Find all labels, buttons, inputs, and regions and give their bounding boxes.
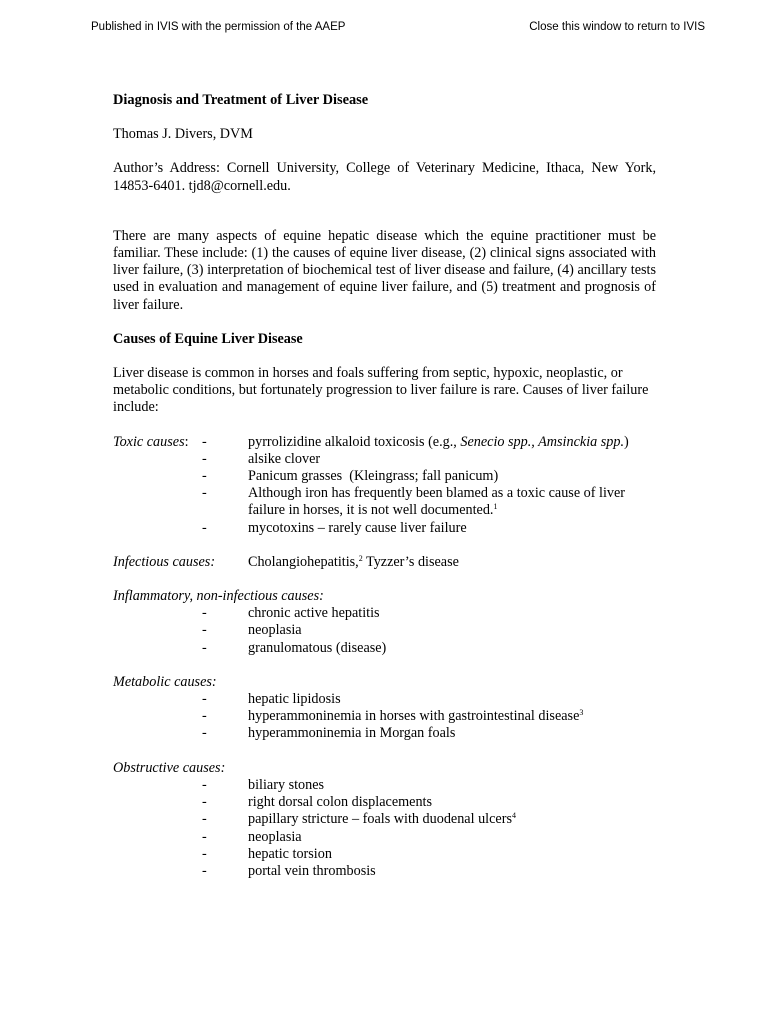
inflammatory-causes-label: Inflammatory, non-infectious causes: [113, 588, 324, 605]
toxic-item-pyrrolizidine [248, 434, 656, 451]
obstructive-item-torsion: hepatic torsion [248, 845, 332, 862]
item-text: papillary stricture – foals with duodenal ulcers [248, 811, 512, 828]
close-window-link[interactable]: Close this window to return to IVIS [529, 21, 705, 33]
toxic-item-mycotoxins: mycotoxins – rarely cause liver failure [248, 519, 467, 536]
obstructive-item-thrombosis: portal vein thrombosis [248, 862, 376, 879]
list-item [113, 777, 656, 794]
obstructive-item-neoplasia: neoplasia [248, 828, 302, 845]
toxic-causes-group [113, 434, 656, 537]
list-item [113, 863, 656, 880]
list-dash: - [202, 468, 207, 485]
list-dash: - [202, 845, 207, 862]
inflammatory-item: neoplasia [248, 622, 302, 639]
toxic-causes-colon: : [184, 433, 189, 450]
inflammatory-item: chronic active hepatitis [248, 605, 380, 622]
list-item [113, 468, 656, 485]
obstructive-causes-label: Obstructive causes: [113, 759, 226, 776]
item-text: Tyzzer’s disease [362, 553, 459, 570]
toxic-causes-label-text: Toxic causes [113, 433, 185, 450]
intro-paragraph: There are many aspects of equine hepatic disease which the equine practitioner must be familiar. These include: (1) the causes of equine liver disease, (2) clinical signs associated with liver failure, (3) interpretation of biochemical test of liver disease and failure, (4) ancillary tests used in evaluation and management of equine liver failure, and (5) treatment and prognosis of liver failure. [113, 227, 656, 313]
article-page [113, 92, 656, 880]
item-text: Cholangiohepatitis, [248, 553, 359, 570]
causes-intro: Liver disease is common in horses and foals suffering from septic, hypoxic, neoplastic, or metabolic conditions, but fortunately progression to liver failure is rare. Causes of liver failure include: [113, 365, 649, 416]
obstructive-item-biliary: biliary stones [248, 776, 325, 793]
toxic-causes-label [113, 434, 202, 451]
permission-notice: Published in IVIS with the permission of the AAEP [91, 21, 346, 33]
list-dash: - [202, 725, 207, 742]
list-dash: - [202, 485, 207, 502]
footnote-ref: 3 [579, 708, 584, 718]
list-dash: - [202, 794, 207, 811]
infectious-causes-group [113, 554, 656, 571]
species-names: Senecio spp., Amsinckia spp. [460, 433, 625, 450]
footnote-ref: 2 [358, 553, 363, 563]
list-dash: - [202, 776, 207, 793]
list-item [113, 725, 656, 742]
list-item [113, 520, 656, 537]
inflammatory-causes-group [113, 588, 656, 657]
list-item [113, 846, 656, 863]
list-dash: - [202, 828, 207, 845]
list-dash: - [202, 862, 207, 879]
list-item [113, 811, 656, 828]
list-item [113, 622, 656, 639]
list-dash: - [202, 450, 207, 467]
footnote-ref: 4 [511, 811, 516, 821]
list-item [113, 485, 656, 519]
list-dash: - [202, 433, 207, 450]
article-title: Diagnosis and Treatment of Liver Disease [113, 92, 369, 108]
list-item [113, 554, 656, 571]
item-text: pyrrolizidine alkaloid toxicosis (e.g., [248, 433, 461, 450]
list-item [113, 640, 656, 657]
metabolic-item-lipidosis: hepatic lipidosis [248, 691, 341, 708]
list-item [113, 434, 656, 451]
toxic-item-panicum: Panicum grasses (Kleingrass; fall panicum) [248, 468, 499, 485]
obstructive-item-colon: right dorsal colon displacements [248, 794, 433, 811]
list-item [113, 451, 656, 468]
obstructive-causes-group [113, 760, 656, 880]
item-text-suffix: ) [624, 433, 629, 450]
metabolic-causes-label: Metabolic causes: [113, 673, 217, 690]
list-dash: - [202, 708, 207, 725]
list-item [113, 829, 656, 846]
list-item [113, 794, 656, 811]
list-item [113, 691, 656, 708]
author-address: Author’s Address: Cornell University, College of Veterinary Medicine, Ithaca, New York, 14853-6401. tjd8@cornell.edu. [113, 160, 656, 194]
item-text: Although iron has frequently been blamed as a toxic cause of liver failure in horses, it is not well documented. [248, 485, 626, 519]
list-dash: - [202, 811, 207, 828]
list-dash: - [202, 622, 207, 639]
article-author: Thomas J. Divers, DVM [113, 126, 253, 143]
item-text: hyperammoninemia in horses with gastrointestinal disease [248, 708, 580, 725]
causes-heading: Causes of Equine Liver Disease [113, 330, 303, 347]
infectious-causes-label: Infectious causes: [113, 553, 216, 570]
footnote-ref: 1 [493, 502, 498, 512]
obstructive-item-papillary [248, 811, 656, 828]
list-dash: - [202, 605, 207, 622]
inflammatory-item: granulomatous (disease) [248, 639, 387, 656]
infectious-items [248, 554, 656, 571]
metabolic-item-morgan: hyperammoninemia in Morgan foals [248, 725, 456, 742]
list-item [113, 605, 656, 622]
list-item [113, 708, 656, 725]
toxic-item-iron [248, 485, 656, 519]
toxic-item-alsike: alsike clover [248, 450, 321, 467]
metabolic-causes-group [113, 674, 656, 743]
list-dash: - [202, 691, 207, 708]
metabolic-item-gi [248, 708, 656, 725]
list-dash: - [202, 639, 207, 656]
list-dash: - [202, 519, 207, 536]
